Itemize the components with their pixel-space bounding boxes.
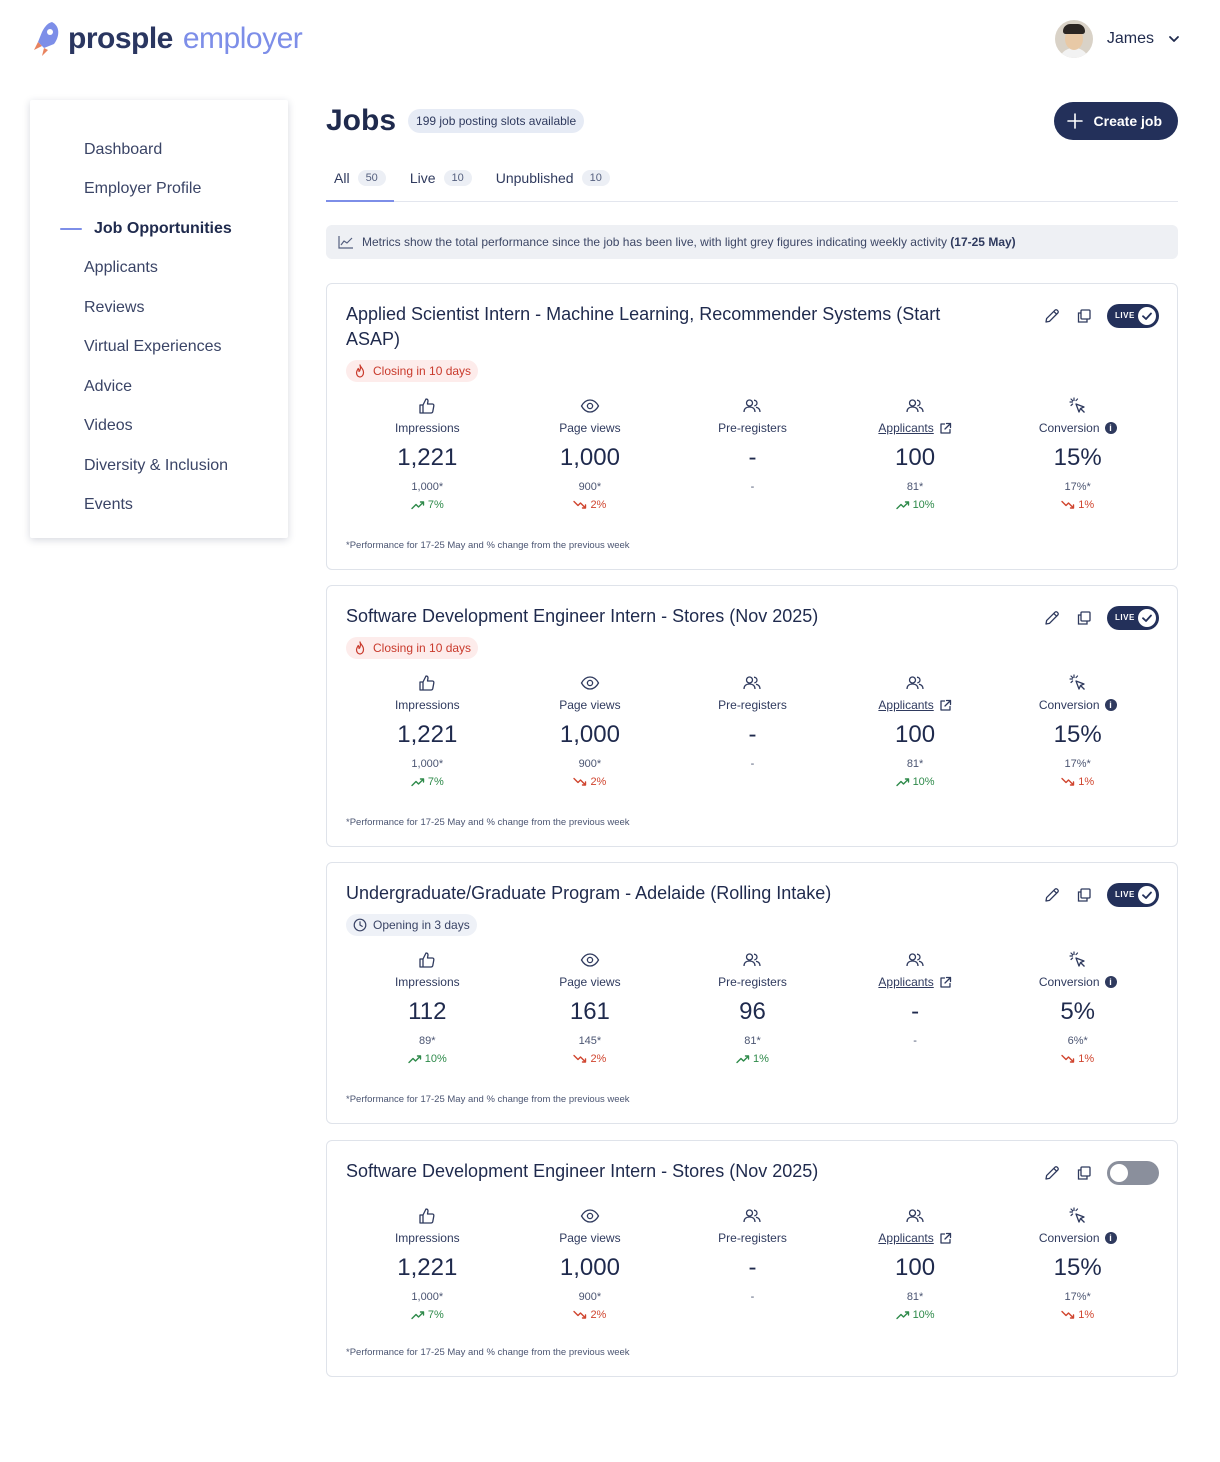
trend-down-icon	[1061, 777, 1075, 787]
metric-value: 1,000	[559, 444, 620, 471]
flame-icon	[353, 641, 367, 655]
metric-value: 100	[895, 1254, 936, 1281]
tab-all[interactable]	[326, 170, 394, 202]
job-title[interactable]: Applied Scientist Intern - Machine Learning, Recommender Systems (Start ASAP)	[346, 304, 941, 349]
footnote: *Performance for 17-25 May and % change from the previous week	[346, 1094, 630, 1105]
metric-weekly: 6%*	[1067, 1035, 1088, 1047]
logo-word: prosple	[68, 22, 173, 55]
trend-up-icon	[736, 1054, 750, 1064]
metric-label-text: Conversion	[1038, 421, 1100, 435]
metric-change-value: 7%	[427, 499, 444, 511]
info-icon[interactable]: i	[1105, 422, 1117, 434]
applicants-link[interactable]: Applicants	[878, 975, 934, 989]
metric-impressions	[346, 1206, 509, 1322]
metric-pre-registers	[671, 673, 834, 789]
metric-label: Impressions	[394, 975, 460, 989]
cursor-click-icon	[1068, 1206, 1088, 1226]
flame-icon	[353, 364, 367, 378]
toggle-knob	[1110, 1164, 1128, 1182]
metric-change	[896, 775, 935, 789]
metric-weekly: 900*	[578, 481, 602, 493]
duplicate-icon[interactable]	[1075, 609, 1093, 627]
users-icon	[742, 950, 762, 970]
external-link-icon[interactable]	[939, 699, 952, 712]
trend-down-icon	[573, 1054, 587, 1064]
metric-change	[573, 775, 606, 789]
metric-weekly: -	[750, 1291, 755, 1303]
footnote: *Performance for 17-25 May and % change from the previous week	[346, 1347, 630, 1358]
metric-change	[573, 498, 606, 512]
sidebar-item-label: Videos	[84, 417, 133, 435]
metric-weekly: 17%*	[1064, 1291, 1091, 1303]
user-name: James	[1106, 30, 1154, 47]
applicants-link[interactable]: Applicants	[878, 421, 934, 435]
external-link-icon[interactable]	[939, 976, 952, 989]
sidebar-item-label: Diversity & Inclusion	[84, 456, 229, 474]
sidebar-item-dashboard[interactable]	[30, 130, 288, 170]
metric-weekly: 145*	[578, 1035, 602, 1047]
metric-change-value: 2%	[590, 499, 607, 511]
metric-value: 15%	[1053, 1254, 1102, 1281]
info-text: Metrics show the total performance since the job has been live, with light grey figures indicating weekly activity	[362, 235, 947, 249]
metric-applicants	[834, 1206, 997, 1322]
metric-value: 1,000	[559, 1254, 620, 1281]
metric-change-value: 1%	[1078, 1309, 1095, 1321]
metric-change	[1061, 1308, 1094, 1322]
users-icon	[742, 396, 762, 416]
trend-up-icon	[411, 1310, 425, 1320]
metrics-row	[346, 950, 1159, 1066]
check-icon	[1138, 307, 1156, 325]
trend-down-icon	[1061, 1310, 1075, 1320]
duplicate-icon[interactable]	[1075, 1164, 1093, 1182]
metric-conversion	[996, 1206, 1159, 1322]
cursor-click-icon	[1068, 673, 1088, 693]
metrics-row	[346, 1206, 1159, 1322]
metric-change	[573, 1308, 606, 1322]
metric-change	[1061, 775, 1094, 789]
metric-change	[411, 1308, 444, 1322]
metric-page-views	[509, 673, 672, 789]
metric-applicants	[834, 673, 997, 789]
status-text: Opening in 3 days	[373, 918, 470, 932]
check-icon	[1138, 609, 1156, 627]
metric-change	[736, 1052, 769, 1066]
sidebar-item-diversity-inclusion[interactable]	[30, 446, 288, 486]
eye-icon	[580, 1206, 600, 1226]
status-text: Closing in 10 days	[373, 364, 472, 378]
check-icon	[1138, 886, 1156, 904]
users-icon	[905, 673, 925, 693]
metric-value: -	[748, 721, 757, 748]
page-title: Jobs	[326, 104, 397, 137]
metric-change-value: 2%	[590, 1053, 607, 1065]
tab-label: Unpublished	[495, 170, 574, 186]
plus-icon	[1066, 112, 1084, 130]
tab-count: 10	[444, 170, 472, 186]
job-actions	[1043, 883, 1159, 907]
metric-change	[896, 1308, 935, 1322]
metric-weekly: 900*	[578, 1291, 602, 1303]
status-badge	[346, 360, 478, 382]
metric-weekly: 89*	[419, 1035, 436, 1047]
trend-down-icon	[573, 500, 587, 510]
status-badge	[346, 637, 478, 659]
metric-page-views	[509, 396, 672, 512]
trend-up-icon	[896, 500, 910, 510]
metric-weekly: 81*	[744, 1035, 761, 1047]
job-card	[326, 1140, 1178, 1377]
chevron-down-icon	[1168, 33, 1180, 45]
metric-label	[878, 697, 951, 713]
metric-pre-registers	[671, 1206, 834, 1322]
metric-change	[411, 775, 444, 789]
metric-value: 100	[895, 721, 936, 748]
metric-pre-registers	[671, 396, 834, 512]
edit-pencil-icon[interactable]	[1043, 307, 1061, 325]
metric-label	[1039, 974, 1117, 990]
tab-count: 10	[582, 170, 610, 186]
tab-label: Live	[409, 170, 436, 186]
trend-down-icon	[573, 1310, 587, 1320]
footnote: *Performance for 17-25 May and % change from the previous week	[346, 540, 630, 551]
metric-label: Pre-registers	[718, 698, 787, 712]
edit-pencil-icon[interactable]	[1043, 886, 1061, 904]
metrics-row	[346, 396, 1159, 512]
sidebar-item-videos[interactable]	[30, 407, 288, 447]
users-icon	[905, 1206, 925, 1226]
applicants-link[interactable]: Applicants	[878, 698, 934, 712]
external-link-icon[interactable]	[939, 1232, 952, 1245]
applicants-link[interactable]: Applicants	[878, 1231, 934, 1245]
trend-down-icon	[1061, 500, 1075, 510]
job-card	[326, 283, 1178, 570]
metric-change	[1061, 498, 1094, 512]
sidebar-item-applicants[interactable]	[30, 249, 288, 289]
metric-label: Pre-registers	[718, 975, 787, 989]
metric-change-value: 10%	[912, 499, 935, 511]
thumbs-up-icon	[417, 1206, 437, 1226]
job-card	[326, 585, 1178, 847]
metric-applicants	[834, 396, 997, 512]
sidebar	[30, 100, 288, 538]
metric-value: 96	[739, 998, 766, 1025]
job-title[interactable]: Undergraduate/Graduate Program - Adelaide (Rolling Intake)	[346, 883, 832, 903]
metric-label	[878, 420, 951, 436]
metric-page-views	[509, 1206, 672, 1322]
metric-weekly: 900*	[578, 758, 602, 770]
cursor-click-icon	[1068, 950, 1088, 970]
metric-conversion	[996, 673, 1159, 789]
live-label: LIVE	[1115, 613, 1135, 622]
metric-label: Page views	[559, 698, 621, 712]
metric-change-value: 10%	[424, 1053, 447, 1065]
metric-label: Impressions	[394, 1231, 460, 1245]
metric-value: 15%	[1053, 444, 1102, 471]
metric-value: 112	[408, 998, 447, 1025]
metric-label	[1039, 697, 1117, 713]
job-actions	[1043, 1161, 1159, 1185]
thumbs-up-icon	[417, 673, 437, 693]
info-range: (17-25 May)	[950, 235, 1016, 249]
metric-impressions	[346, 673, 509, 789]
job-title[interactable]: Software Development Engineer Intern - Stores (Nov 2025)	[346, 1161, 819, 1181]
metric-label-text: Conversion	[1038, 975, 1100, 989]
metric-label	[878, 1230, 951, 1246]
metric-weekly: 17%*	[1064, 758, 1091, 770]
metric-label: Impressions	[394, 421, 460, 435]
eye-icon	[580, 950, 600, 970]
metric-label: Impressions	[394, 698, 460, 712]
metric-change-value: 1%	[1078, 776, 1095, 788]
main-content	[326, 100, 1178, 259]
job-title[interactable]: Software Development Engineer Intern - Stores (Nov 2025)	[346, 606, 819, 626]
sidebar-item-virtual-experiences[interactable]	[30, 328, 288, 368]
sidebar-item-label: Dashboard	[84, 140, 163, 158]
metric-value: 100	[895, 444, 936, 471]
duplicate-icon[interactable]	[1075, 307, 1093, 325]
metric-change	[1061, 1052, 1094, 1066]
metric-weekly: 81*	[906, 758, 924, 770]
info-bar	[326, 225, 1178, 259]
metric-conversion	[996, 950, 1159, 1066]
sidebar-item-employer-profile[interactable]	[30, 170, 288, 210]
metric-value: -	[748, 444, 757, 471]
metric-conversion	[996, 396, 1159, 512]
trend-up-icon	[896, 1310, 910, 1320]
users-icon	[742, 673, 762, 693]
live-toggle[interactable]	[1107, 606, 1159, 630]
sidebar-item-events[interactable]	[30, 486, 288, 526]
metric-change-value: 2%	[590, 1309, 607, 1321]
footnote: *Performance for 17-25 May and % change from the previous week	[346, 817, 630, 828]
metric-weekly: 81*	[906, 481, 924, 493]
live-label: LIVE	[1115, 311, 1135, 320]
metric-weekly: 1,000*	[411, 481, 444, 493]
sidebar-item-label: Advice	[84, 377, 133, 395]
metric-weekly: 81*	[906, 1291, 924, 1303]
external-link-icon[interactable]	[939, 422, 952, 435]
sidebar-item-reviews[interactable]	[30, 288, 288, 328]
metric-label	[1039, 1230, 1117, 1246]
thumbs-up-icon	[417, 396, 437, 416]
active-indicator	[60, 228, 82, 230]
live-toggle[interactable]	[1107, 883, 1159, 907]
sidebar-item-label: Applicants	[84, 259, 158, 277]
users-icon	[905, 950, 925, 970]
info-icon[interactable]: i	[1105, 699, 1117, 711]
metric-change	[573, 1052, 606, 1066]
metric-change-value: 2%	[590, 776, 607, 788]
metric-value: 1,221	[397, 721, 458, 748]
metric-value: 1,221	[397, 1254, 458, 1281]
info-icon[interactable]: i	[1105, 976, 1117, 988]
status-text: Closing in 10 days	[373, 641, 472, 655]
sidebar-item-label: Events	[84, 496, 133, 514]
trend-up-icon	[896, 777, 910, 787]
sidebar-item-job-opportunities[interactable]	[30, 209, 288, 249]
trend-up-icon	[411, 777, 425, 787]
metric-label-text: Conversion	[1038, 698, 1100, 712]
metric-weekly: 1,000*	[411, 758, 444, 770]
metric-change-value: 1%	[1078, 1053, 1095, 1065]
tab-count: 50	[358, 170, 386, 186]
logo[interactable]	[30, 20, 302, 58]
metric-change-value: 10%	[912, 1309, 935, 1321]
info-icon[interactable]: i	[1105, 1232, 1117, 1244]
status-badge	[346, 914, 477, 936]
eye-icon	[580, 673, 600, 693]
metric-weekly: -	[750, 481, 755, 493]
metric-weekly: -	[750, 758, 755, 770]
live-label: LIVE	[1115, 890, 1135, 899]
job-card	[326, 862, 1178, 1124]
metrics-row	[346, 673, 1159, 789]
toggle-knob	[1138, 886, 1156, 904]
clock-icon	[353, 918, 367, 932]
thumbs-up-icon	[417, 950, 437, 970]
create-job-button[interactable]	[1054, 102, 1178, 140]
live-toggle[interactable]	[1107, 1161, 1159, 1185]
metric-value: 1,000	[559, 721, 620, 748]
tab-live[interactable]	[402, 170, 480, 202]
job-actions	[1043, 304, 1159, 328]
metric-change	[896, 498, 935, 512]
live-toggle[interactable]	[1107, 304, 1159, 328]
metric-impressions	[346, 950, 509, 1066]
metric-change-value: 1%	[1078, 499, 1095, 511]
sidebar-item-label: Reviews	[84, 298, 145, 316]
metric-label: Pre-registers	[718, 421, 787, 435]
metric-page-views	[509, 950, 672, 1066]
trend-up-icon	[408, 1054, 422, 1064]
metric-value: -	[748, 1254, 757, 1281]
metric-value: 5%	[1060, 998, 1096, 1025]
metric-label: Page views	[559, 975, 621, 989]
metric-weekly: 1,000*	[411, 1291, 444, 1303]
users-icon	[905, 396, 925, 416]
metric-label	[1039, 420, 1117, 436]
duplicate-icon[interactable]	[1075, 886, 1093, 904]
metric-weekly: 17%*	[1064, 481, 1091, 493]
metric-change	[408, 1052, 447, 1066]
sidebar-item-advice[interactable]	[30, 367, 288, 407]
metric-change	[411, 498, 444, 512]
trend-up-icon	[411, 500, 425, 510]
metric-weekly: -	[913, 1035, 917, 1047]
metric-applicants	[834, 950, 997, 1066]
rocket-logo-icon	[30, 20, 62, 58]
metric-label-text: Conversion	[1038, 1231, 1100, 1245]
tabs	[326, 170, 1178, 202]
create-job-label: Create job	[1093, 113, 1162, 129]
toggle-knob	[1138, 609, 1156, 627]
trend-down-icon	[1061, 1054, 1075, 1064]
metric-pre-registers	[671, 950, 834, 1066]
job-actions	[1043, 606, 1159, 630]
logo-sub: employer	[182, 22, 303, 55]
metric-value: -	[911, 998, 920, 1025]
tab-label: All	[334, 170, 350, 186]
user-menu[interactable]	[1055, 20, 1180, 58]
metric-change-value: 7%	[427, 1309, 444, 1321]
users-icon	[742, 1206, 762, 1226]
metric-change-value: 1%	[753, 1053, 769, 1065]
edit-pencil-icon[interactable]	[1043, 609, 1061, 627]
sidebar-item-label: Employer Profile	[84, 180, 202, 198]
metric-value: 1,221	[397, 444, 458, 471]
metric-value: 161	[569, 998, 610, 1025]
sidebar-item-label: Virtual Experiences	[84, 338, 222, 356]
sidebar-item-label: Job Opportunities	[94, 219, 232, 237]
cursor-click-icon	[1068, 396, 1088, 416]
trend-down-icon	[573, 777, 587, 787]
edit-pencil-icon[interactable]	[1043, 1164, 1061, 1182]
toggle-knob	[1138, 307, 1156, 325]
metric-label	[878, 974, 951, 990]
avatar	[1055, 20, 1093, 58]
metric-change-value: 7%	[427, 776, 444, 788]
metric-impressions	[346, 396, 509, 512]
metric-label: Pre-registers	[718, 1231, 787, 1245]
metric-value: 15%	[1053, 721, 1102, 748]
metric-change-value: 10%	[912, 776, 935, 788]
eye-icon	[580, 396, 600, 416]
slots-badge: 199 job posting slots available	[408, 109, 584, 133]
line-chart-icon	[338, 235, 354, 249]
metric-label: Page views	[559, 1231, 621, 1245]
tab-unpublished[interactable]	[488, 170, 618, 202]
metric-label: Page views	[559, 421, 621, 435]
